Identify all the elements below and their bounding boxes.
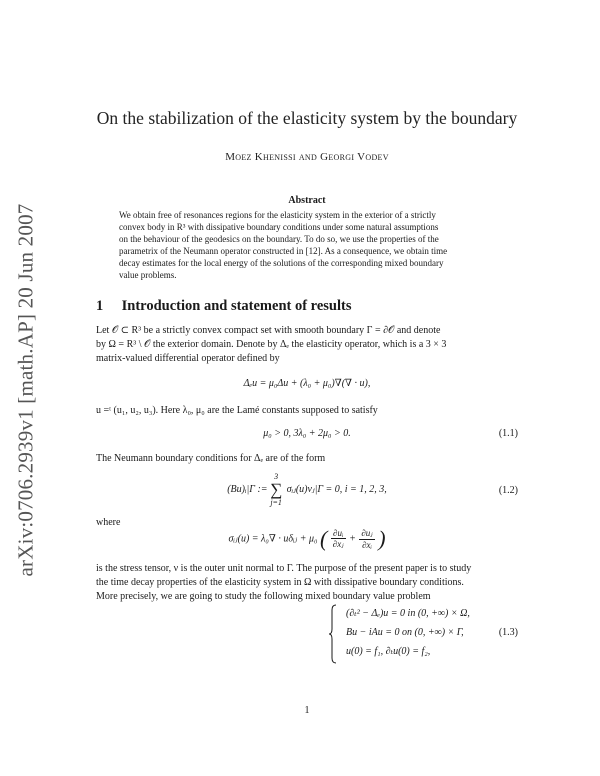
summation [270, 472, 282, 507]
equation-text: Δₑu = μ₀Δu + (λ₀ + μ₀)∇(∇ · u), [243, 378, 371, 389]
paper-authors: Moez Khenissi and Georgi Vodev [225, 151, 389, 163]
paper-title: On the stabilization of the elasticity system by the boundary [96, 108, 518, 128]
text-line: by Ω = R³ \ 𝒪 the exterior domain. Denote by Δₑ the elasticity operator, which is a 3 × 3 [96, 339, 447, 350]
fraction-denominator: ∂xᵢ [362, 540, 372, 550]
abstract-line: We obtain free of resonances regions for the elasticity system in the exterior of a strictly [119, 210, 436, 220]
sum-lower-limit: j=1 [270, 498, 282, 507]
fraction-denominator: ∂xⱼ [332, 539, 344, 549]
equation-number: (1.2) [498, 485, 518, 496]
text-line: Let 𝒪 ⊂ R³ be a strictly convex compact set with smooth boundary Γ = ∂𝒪 and denote [96, 325, 441, 336]
equation-stress-tensor [96, 526, 518, 566]
equation-text: μ₀ > 0, 3λ₀ + 2μ₀ > 0. [263, 428, 351, 439]
equation-rhs: σᵢⱼ(u)νⱼ|Γ = 0, i = 1, 2, 3, [286, 483, 387, 495]
abstract-line: convex body in R³ with dissipative boundary conditions under some natural assumptions [119, 221, 439, 232]
text-line: where [96, 517, 121, 528]
text-line: is the stress tensor, ν is the outer unit normal to Γ. The purpose of the present paper is to study [96, 563, 472, 574]
sum-sign: ∑ [270, 480, 283, 499]
section-number: 1 [96, 298, 104, 314]
arxiv-identifier: arXiv:0706.2939v1 [math.AP] 20 Jun 2007 [13, 203, 38, 577]
intro-paragraph-2 [96, 404, 518, 418]
page-number: 1 [304, 705, 310, 716]
abstract-line: value problems. [119, 269, 177, 280]
equation-number: (1.3) [498, 627, 518, 638]
equation-lhs: σᵢⱼ(u) = λ₀∇ · uδᵢⱼ + μ₀ [228, 533, 318, 545]
abstract-line: on the behaviour of the geodesics on the boundary. To do so, we use the properties of the [119, 233, 439, 244]
fraction [331, 528, 346, 550]
arxiv-side-stamp [6, 175, 46, 605]
equation-number: (1.1) [498, 428, 518, 439]
sum-upper-limit: 3 [274, 472, 279, 481]
text-line: the time decay properties of the elasticity system in Ω with dissipative boundary conditions. [96, 577, 464, 588]
text-line: matrix-valued differential operator defined by [96, 353, 280, 364]
close-paren: ) [378, 526, 386, 551]
abstract-line: parametrix of the Neumann operator constructed in [12]. As a consequence, we obtain time [119, 245, 448, 256]
abstract-body [119, 210, 495, 281]
system-line-2: Bu − iAu = 0 on (0, +∞) × Γ, [346, 627, 464, 638]
text-line: The Neumann boundary conditions for Δₑ are of the form [96, 453, 326, 464]
intro-paragraph-1 [96, 324, 518, 366]
section-title: Introduction and statement of results [121, 298, 352, 314]
system-line-3: u(0) = f₁, ∂ₜu(0) = f₂, [346, 646, 431, 657]
plus-sign: + [349, 533, 356, 545]
abstract-line: decay estimates for the local energy of the solutions of the corresponding mixed boundary [119, 257, 444, 268]
equation-lhs: (Bu)ᵢ|Γ := [227, 483, 268, 495]
equation-1-2 [96, 472, 518, 512]
equation-elasticity-operator [96, 378, 518, 392]
section-heading [96, 298, 518, 315]
system-line-1: (∂ₜ² − Δₑ)u = 0 in (0, +∞) × Ω, [346, 608, 470, 619]
text-line: u =ᵗ (u₁, u₂, u₃). Here λ₀, μ₀ are the Lamé constants supposed to satisfy [96, 405, 378, 416]
fraction-numerator: ∂uᵢ [331, 528, 346, 539]
fraction [359, 528, 374, 550]
fraction-numerator: ∂uⱼ [361, 528, 373, 538]
abstract-heading: Abstract [288, 195, 326, 206]
text-line: More precisely, we are going to study the following mixed boundary value problem [96, 591, 431, 602]
equation-1-3 [96, 627, 518, 641]
equation-1-1 [96, 428, 518, 442]
open-paren: ( [319, 526, 328, 551]
intro-paragraph-4 [96, 562, 518, 604]
intro-paragraph-3 [96, 452, 518, 466]
